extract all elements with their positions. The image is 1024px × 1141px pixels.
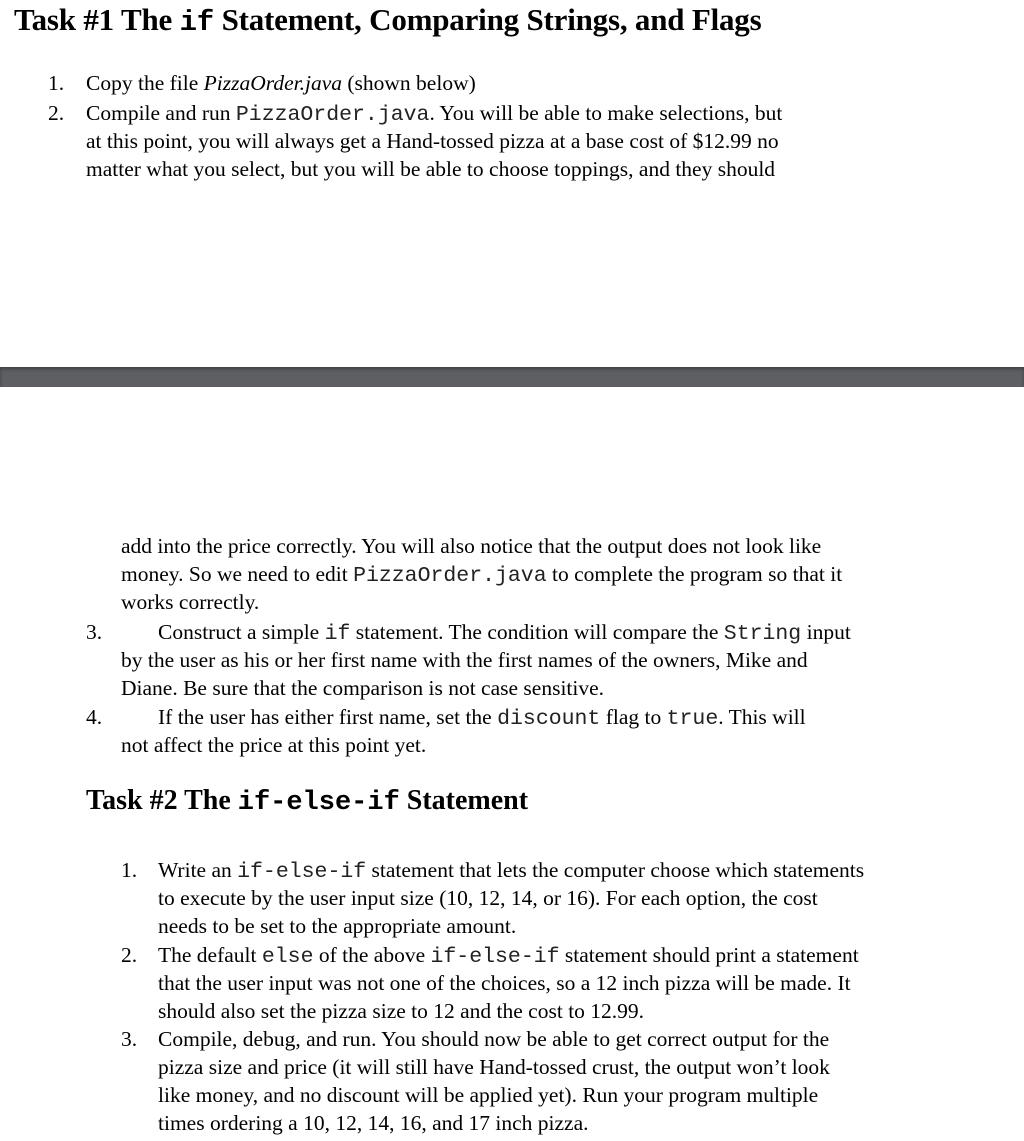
task1-item-3-pre: Construct a simple (158, 620, 325, 644)
task1-item-4-line-2: not affect the price at this point yet. (121, 733, 427, 757)
task1-heading (14, 2, 761, 39)
page-separator (0, 367, 1024, 387)
task2-item-3-line-1: Compile, debug, and run. You should now be able to get correct output for the (158, 1027, 830, 1051)
task2-item-1-pre: Write an (158, 858, 238, 882)
task1-item-4-code-discount: discount (497, 707, 601, 731)
task2-item-3-number: 3. (121, 1027, 138, 1051)
document-page-1 (0, 0, 1024, 367)
task1-item-3-line-2: by the user as his or her first name with the first names of the owners, Mike and (121, 648, 808, 672)
task1-item-1-filename: PizzaOrder.java (203, 71, 342, 95)
task2-item-3-line-3: like money, and no discount will be applied yet). Run your program multiple (158, 1083, 819, 1107)
task1-item-1 (0, 69, 1024, 97)
task1-item-2-line-1 (86, 99, 880, 129)
task2-heading (86, 785, 528, 818)
task1-heading-pre: Task #1 The (14, 2, 180, 37)
task2-item-3-line-2: pizza size and price (it will still have Hand-tossed crust, the output won’t look (158, 1055, 830, 1079)
task1-item-2-number: 2. (48, 101, 65, 125)
task1-item-2-post: . You will be able to make selections, but (429, 101, 783, 125)
continuation-line-3: works correctly. (121, 590, 260, 614)
continuation-line-2-post: to complete the program so that it (546, 562, 843, 586)
task2-item-2-pre: The default (158, 943, 262, 967)
task2-item-2-mid: of the above (313, 943, 431, 967)
task2-item-2-post: statement should print a statement (559, 943, 859, 967)
continuation-line-2 (121, 560, 951, 590)
task2-item-2 (0, 941, 1024, 1025)
task1-item-3-line-1 (158, 618, 951, 648)
task2-item-1-number: 1. (121, 858, 138, 882)
task2-item-3 (0, 1025, 1024, 1137)
task1-item-1-post: (shown below) (342, 71, 476, 95)
task2-item-1-code: if-else-if (237, 860, 367, 884)
task1-item-2-continuation (0, 532, 1024, 616)
task1-item-3-line-3: Diane. Be sure that the comparison is not case sensitive. (121, 676, 605, 700)
task1-item-3-mid: statement. The condition will compare the (350, 620, 724, 644)
task2-item-2-code-else: else (261, 945, 314, 969)
task2-item-3-line-4: times ordering a 10, 12, 14, 16, and 17 inch pizza. (158, 1111, 589, 1135)
task2-heading-code: if-else-if (237, 788, 400, 818)
task1-heading-code: if (179, 6, 215, 39)
task1-item-3-post: input (801, 620, 851, 644)
task1-item-4-post: . This will (718, 705, 806, 729)
task1-item-4 (0, 703, 1024, 759)
task2-item-2-line-1 (158, 941, 951, 971)
task2-item-1-post: statement that lets the computer choose which statements (366, 858, 865, 882)
task1-item-4-line-1 (158, 703, 951, 733)
task2-item-1-line-1 (158, 856, 951, 886)
task2-heading-post: Statement (399, 785, 529, 816)
task1-item-2 (0, 99, 1024, 183)
task2-item-1-line-2: to execute by the user input size (10, 12, 14, or 16). For each option, the cost (158, 886, 818, 910)
task1-item-3-code-if: if (324, 622, 351, 646)
task1-item-2-pre: Compile and run (86, 101, 236, 125)
task1-item-2-line-2: at this point, you will always get a Hand-tossed pizza at a base cost of $12.99 no (86, 129, 779, 153)
task1-item-2-code: PizzaOrder.java (235, 103, 430, 127)
task1-item-1-text (86, 69, 886, 97)
task2-heading-pre: Task #2 The (86, 785, 238, 816)
task1-item-1-pre: Copy the file (86, 71, 204, 95)
task2-item-2-code-if-else-if: if-else-if (430, 945, 560, 969)
task1-item-1-number: 1. (48, 71, 65, 95)
task1-item-2-line-3: matter what you select, but you will be able to choose toppings, and they should (86, 157, 776, 181)
task1-item-3 (0, 618, 1024, 702)
task1-heading-post: Statement, Comparing Strings, and Flags (214, 2, 762, 37)
task1-item-4-number: 4. (86, 705, 103, 729)
continuation-line-2-code: PizzaOrder.java (353, 564, 547, 588)
task1-item-3-number: 3. (86, 620, 103, 644)
continuation-line-1: add into the price correctly. You will also notice that the output does not look like (121, 534, 822, 558)
task2-item-2-line-3: should also set the pizza size to 12 and the cost to 12.99. (158, 999, 645, 1023)
task2-item-2-number: 2. (121, 943, 138, 967)
task2-item-2-line-2: that the user input was not one of the choices, so a 12 inch pizza will be made. It (158, 971, 851, 995)
task1-item-4-mid: flag to (600, 705, 667, 729)
task2-item-1-line-3: needs to be set to the appropriate amount. (158, 914, 517, 938)
task1-item-4-code-true: true (666, 707, 719, 731)
task2-item-1 (0, 856, 1024, 940)
task1-item-4-pre: If the user has either first name, set the (158, 705, 498, 729)
task1-item-3-code-string: String (723, 622, 802, 646)
continuation-line-2-pre: money. So we need to edit (121, 562, 354, 586)
